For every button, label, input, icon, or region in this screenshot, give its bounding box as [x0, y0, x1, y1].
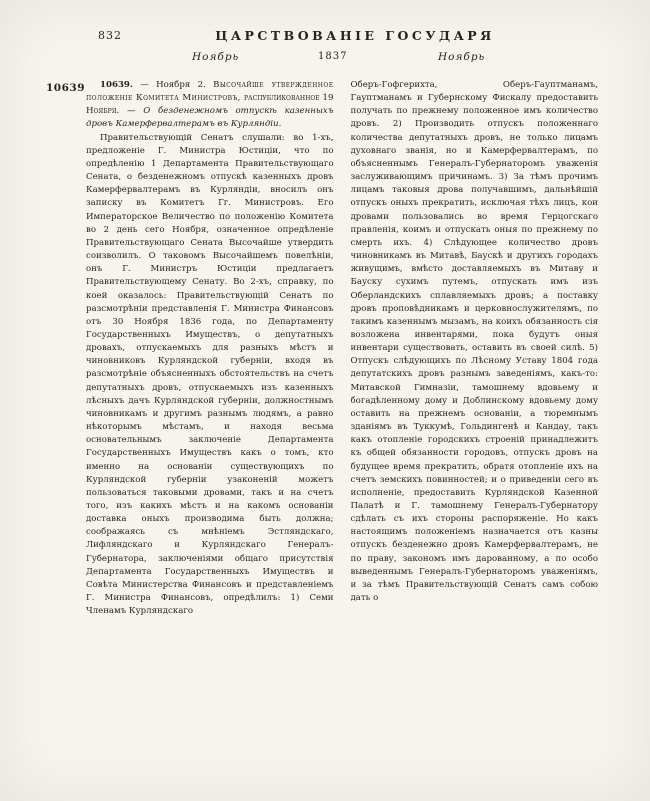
- left-column-body-text: Правительствующій Сенатъ слушали: во 1-хъ, предложеніе Г. Министра Юстиціи, что по опредѣленію 1 Департамента Правительствующаго Сената, о безденежномъ отпускѣ казенныхъ дровъ Камерфервалтерамъ въ Курляндіи, вносилъ онъ записку въ Комитетъ Гг. Министровъ. Его Императорское Величество по положенію Комитета во 2 день сего Ноября, означенное опредѣленіе Правительствующаго Сената Высочайше утвердить соизволилъ. О таковомъ Высочайшемъ повелѣніи, онъ Г. Министръ Юстиціи предлагаетъ Правительствующему Сенату. Во 2-хъ, справку, по коей оказалось: Правительствующій Сенатъ по разсмотрѣніи представленія Г. Министра Финансовъ отъ 30 Ноября 1836 года, по Департаменту Государственныхъ Имуществъ, о депутатныхъ дровахъ, отпускаемыхъ для разныхъ мѣстъ и чиновниковъ Курляндской губерніи, входя въ разсмотрѣніе объясненныхъ обстоятельствъ на счетъ депутатныхъ дровъ, отпускаемыхъ изъ казенныхъ лѣсныхъ дачъ Курляндской губерніи, должностнымъ чиновникамъ и другимъ разнымъ людямъ, а равно нѣкоторымъ мѣстамъ, и находя весьма основательнымъ заключеніе Департамента Государственныхъ Имуществъ какъ о томъ, кто именно на основаніи существующихъ по Курляндской губерніи узаконеній можетъ пользоваться таковыми дровами, такъ и на счетъ того, изъ какихъ мѣстъ и на какомъ основаніи доставка оныхъ производима быть должна; соображаясь съ мнѣніемъ Эстляндскаго, Лифляндскаго и Курляндскаго Генералъ-Губернатора, заключеніями общаго присутствія Департамента Государственныхъ Имуществъ и Совѣта Министерства Финансовъ и представленіемъ Г. Министра Финансовъ, опредѣлилъ: 1) Семи Членамъ Курляндскаго: [86, 132, 334, 617]
- entry-subject: — О безденежномъ отпускѣ казенныхъ дровъ Камерфервалтерамъ въ Курляндіи.: [86, 106, 334, 130]
- entry-heading: [86, 79, 334, 132]
- entry-published-note: распубликованное 19 Ноября.: [86, 93, 334, 117]
- column-month-right: Ноябрь: [438, 51, 486, 63]
- right-column-body-text: Оберъ-Гофгерихта, Оберъ-Гауптманамъ, Гауптманамъ и Губернскому Фискалу предоставить получать по прежнему положенное имъ количество дровъ. 2) Производить отпускъ положеннаго количества депутатныхъ дровъ, не только лицамъ духовнаго званія, но и Камерфервалтерамъ, по объясненнымъ Генералъ-Губернаторомъ уваженія заслуживающимъ причинамъ. 3) За тѣмъ прочимъ лицамъ таковыя дрова получавшимъ, дальнѣйшій отпускъ оныхъ прекратить, исключая тѣхъ лицъ, кои дровами пользовались во время Герцогскаго правленія, коимъ и отпускать оныя по прежнему по смерть ихъ. 4) Слѣдующее количество дровъ чиновникамъ въ Митавѣ, Баускѣ и другихъ городахъ живущимъ, вмѣсто доставляемыхъ въ Митаву и Бауску сухимъ путемъ, отпускать имъ изъ Оберландскихъ сплавляемыхъ дровъ; а поставку дровъ проповѣдникамъ и церковнослужителямъ, по такимъ казеннымъ мызамъ, на коихъ обязанность сія возложена инвентарями, пока будутъ оныя инвентари существовать, оставить въ своей силѣ. 5) Отпускъ слѣдующихъ по Лѣсному Уставу 1804 года депутатскихъ дровъ разнымъ заведеніямъ, какъ-то: Митавской Гимназіи, тамошнему вдовьему и богадѣленному дому и Доблинскому вдовьему дому оставить на прежнемъ основаніи, а тюремнымъ зданіямъ въ Туккумѣ, Гольдингенѣ и Кандау, такъ какъ отопленіе городскихъ строеній принадлежитъ къ общей обязанности городовъ, отпускъ дровъ на будущее время прекратить, обратя отопленіе ихъ на счетъ земскихъ повинностей; и о приведеніи сего въ исполненіе, предоставить Курляндской Казенной Палатѣ и Г. тамошнему Генералъ-Губернатору сдѣлать съ ихъ стороны распоряженіе. Но какъ настоящимъ положеніемъ назначается отъ казны отпускъ безденежно дровъ Камерфервалтерамъ, не по праву, закономъ имъ дарованному, а по особо выведеннымъ Генералъ-Губернаторомъ уваженіямъ, и за тѣмъ Правительствующій Сенатъ самъ собою дать о: [350, 80, 598, 604]
- page-number: 832: [98, 29, 122, 42]
- entry-date: — Ноября 2.: [132, 80, 214, 90]
- column-month-left: Ноябрь: [192, 51, 240, 63]
- subheader-row: [0, 51, 650, 67]
- right-column: [351, 79, 599, 791]
- margin-entry-number: 10639: [46, 82, 86, 94]
- entry-number: 10639.: [100, 80, 133, 90]
- header-year: 1837: [318, 51, 348, 62]
- text-columns: [86, 79, 598, 791]
- entry-title: Высочайше утвержденное положеніе Комитета Министровъ,: [86, 80, 334, 104]
- left-column: [86, 79, 334, 791]
- running-header-title: ЦАРСТВОВАНІЕ ГОСУДАРЯ: [215, 28, 495, 43]
